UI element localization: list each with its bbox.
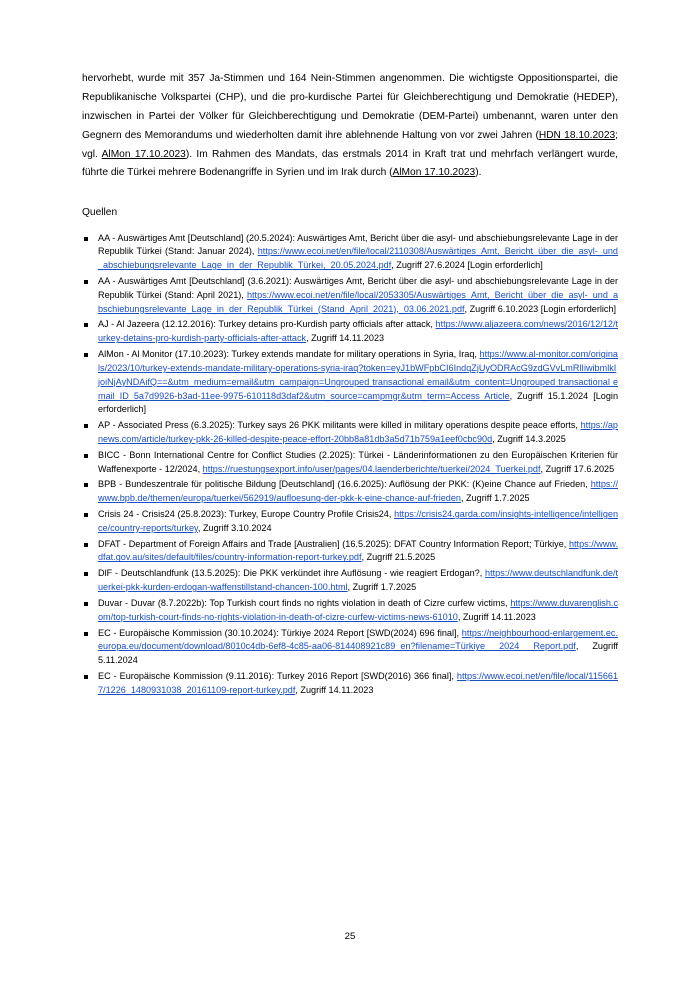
citation-almon-2: AlMon 17.10.2023 [392, 167, 476, 179]
reference-link[interactable]: https://neighbourhood-enlargement.ec.europa.eu/document/download/8010c4db-6ef8-4c85-aa06-814408921c89_en?filename=Türkiye 2024 Report.pdf [98, 627, 618, 652]
list-item [82, 627, 618, 668]
reference-access: , Zugriff 6.10.2023 [Login erforderlich] [464, 303, 617, 314]
reference-text: AA - Auswärtiges Amt [Deutschland] (3.6.2021): Auswärtiges Amt, Bericht über die asyl- und abschiebungsrelevante Lage in der Republik Türkei (Stand: April 2021), [98, 276, 618, 300]
reference-link[interactable]: https://www.dfat.gov.au/sites/default/files/country-information-report-turkey.pdf [98, 538, 618, 563]
reference-access: , Zugriff 17.6.2025 [540, 463, 615, 474]
reference-text: DFAT - Department of Foreign Affairs and Trade [Australien] (16.5.2025): DFAT Country Information Report; Türkiye, [98, 538, 569, 549]
reference-access: , Zugriff 14.11.2023 [295, 684, 374, 695]
reference-text: Duvar - Duvar (8.7.2022b): Top Turkish court finds no rights violation in death of Cizre curfew victims, [98, 597, 511, 608]
reference-link[interactable]: https://apnews.com/article/turkey-pkk-26-killed-despite-peace-effort-20bb8a81db3a5d71b759a1eef0cbc90d [98, 420, 618, 444]
paragraph-part-4: ). [475, 167, 482, 179]
reference-link[interactable]: https://www.aljazeera.com/news/2016/12/12/turkey-detains-pro-kurdish-party-officials-after-attack [98, 319, 618, 344]
reference-list [82, 232, 618, 698]
reference-text: AA - Auswärtiges Amt [Deutschland] (20.5.2024): Auswärtiges Amt, Bericht über die asyl- und abschiebungsrelevante Lage in der Republik Türkei (Stand: Januar 2024), [98, 232, 618, 257]
list-item [82, 567, 618, 595]
list-item [82, 275, 618, 316]
reference-text: AP - Associated Press (6.3.2025): Turkey says 26 PKK militants were killed in military operations despite peace efforts, [98, 420, 581, 431]
list-item [82, 449, 618, 477]
reference-access: , Zugriff 3.10.2024 [197, 522, 272, 533]
citation-almon-1: AlMon 17.10.2023 [101, 148, 186, 160]
reference-text: Crisis 24 - Crisis24 (25.8.2023): Turkey, Europe Country Profile Crisis24, [98, 509, 395, 519]
reference-link[interactable]: https://www.deutschlandfunk.de/tuerkei-pkk-kurden-erdogan-waffenstillstand-chancen-100.html [98, 568, 618, 593]
reference-text: EC - Europäische Kommission (30.10.2024): Türkiye 2024 Report [SWD(2024) 696 final], [98, 627, 462, 638]
reference-text: BICC - Bonn International Centre for Conflict Studies (2.2025): Türkei - Länderinformationen zu den Europäischen Kriterien für Waffenexporte - 12/2024, [98, 449, 618, 474]
reference-access: , Zugriff 1.7.2025 [347, 582, 417, 593]
list-item [82, 538, 618, 566]
reference-access: , Zugriff 14.11.2023 [306, 333, 385, 344]
reference-text: AlMon - Al Monitor (17.10.2023): Turkey extends mandate for military operations in Syria, Iraq, [98, 349, 480, 360]
paragraph-part-1: hervorhebt, wurde mit 357 Ja-Stimmen und 164 Nein-Stimmen angenommen. Die wichtigste Oppositionspartei, die Republikanische Volkspartei (CHP), und die pro-kurdische Partei für Gleichberechtigung und Demokratie (HEDEP), inzwischen in Partei der Völker für Gleichberechtigung und Demokratie (DEM-Partei) umbenannt, waren unter den Gegnern des Memorandums und wiederholten damit ihre ablehnende Haltung von vor zwei Jahren ( [82, 73, 618, 141]
list-item [82, 508, 618, 536]
reference-access: , Zugriff 14.11.2023 [457, 611, 536, 622]
reference-link[interactable]: https://www.bpb.de/themen/europa/tuerkei/562919/aufloesung-der-pkk-k-eine-chance-auf-frieden [98, 479, 618, 504]
list-item [82, 348, 618, 417]
reference-text: AJ - Al Jazeera (12.12.2016): Turkey detains pro-Kurdish party officials after attack, [98, 319, 436, 330]
list-item [82, 670, 618, 698]
reference-link[interactable]: https://www.al-monitor.com/originals/2023/10/turkey-extends-mandate-military-operations-syria-iraq?token=eyJ1bWFpbCI6IndqZjUyODRAcG9zdGVvLmRlIiwibmlkIjoiNjAyNDAifQ==&utm_medium=email&utm_campaign=Ungrouped transactional email&utm_content=Ungrouped transactional email ID_5a7d9926-b3ad-11ee-9975-610118d3daf2&utm_source=campmgr&utm_term=Access Article [98, 349, 618, 401]
reference-link[interactable]: https://crisis24.garda.com/insights-intelligence/intelligence/country-reports/turkey [98, 509, 618, 533]
list-item [82, 232, 618, 273]
reference-access: , Zugriff 1.7.2025 [460, 493, 530, 504]
reference-access: , Zugriff 5.11.2024 [98, 641, 618, 666]
reference-text: BPB - Bundeszentrale für politische Bildung [Deutschland] (16.6.2025): Auflösung der PKK: (K)eine Chance auf Frieden, [98, 479, 591, 490]
reference-access: , Zugriff 27.6.2024 [Login erforderlich] [391, 260, 543, 271]
reference-link[interactable]: https://ruestungsexport.info/user/pages/04.laenderberichte/tuerkei/2024_Tuerkei.pdf [202, 463, 541, 474]
reference-access: , Zugriff 21.5.2025 [361, 552, 436, 563]
body-paragraph [82, 70, 618, 183]
reference-link[interactable]: https://www.ecoi.net/en/file/local/1156617/1226_1480931038_20161109-report-turkey.pdf [98, 670, 618, 695]
citation-hdn: HDN 18.10.2023 [538, 129, 616, 141]
paragraph-part-2: ; vgl. [82, 129, 618, 160]
paragraph-part-3: ). Im Rahmen des Mandats, das erstmals 2014 in Kraft trat und mehrfach verlängert wurde, führte die Türkei mehrere Bodenangriffe in Syrien und im Irak durch ( [82, 148, 618, 179]
section-heading-quellen: Quellen [82, 207, 118, 219]
reference-link[interactable]: https://www.ecoi.net/en/file/local/2110308/Auswärtiges_Amt,_Bericht_über_die_asyl-_und_abschiebungsrelevante_Lage_in_der_Republik_Türkei,_20.05.2024.pdf [98, 246, 618, 271]
reference-text: EC - Europäische Kommission (9.11.2016): Turkey 2016 Report [SWD(2016) 366 final], [98, 670, 457, 681]
list-item [82, 597, 618, 625]
list-item [82, 419, 618, 447]
reference-access: , Zugriff 14.3.2025 [492, 433, 566, 444]
page-number: 25 [344, 931, 356, 942]
list-item [82, 478, 618, 506]
reference-access: , Zugriff 15.1.2024 [Login erforderlich] [98, 390, 618, 415]
reference-link[interactable]: https://www.duvarenglish.com/top-turkish-court-finds-no-rights-violation-in-death-of-cizre-curfew-victims-news-61010 [98, 597, 618, 622]
reference-link[interactable]: https://www.ecoi.net/en/file/local/2053305/Auswärtiges_Amt,_Bericht_über_die_asyl-_und_abschiebungsrelevante_Lage_in_der_Republik_Türkei_(Stand_April_2021),_03.06.2021.pdf [98, 289, 618, 314]
list-item [82, 318, 618, 346]
reference-text: DlF - Deutschlandfunk (13.5.2025): Die PKK verkündet ihre Auflösung - wie reagiert Erdogan?, [98, 568, 486, 579]
